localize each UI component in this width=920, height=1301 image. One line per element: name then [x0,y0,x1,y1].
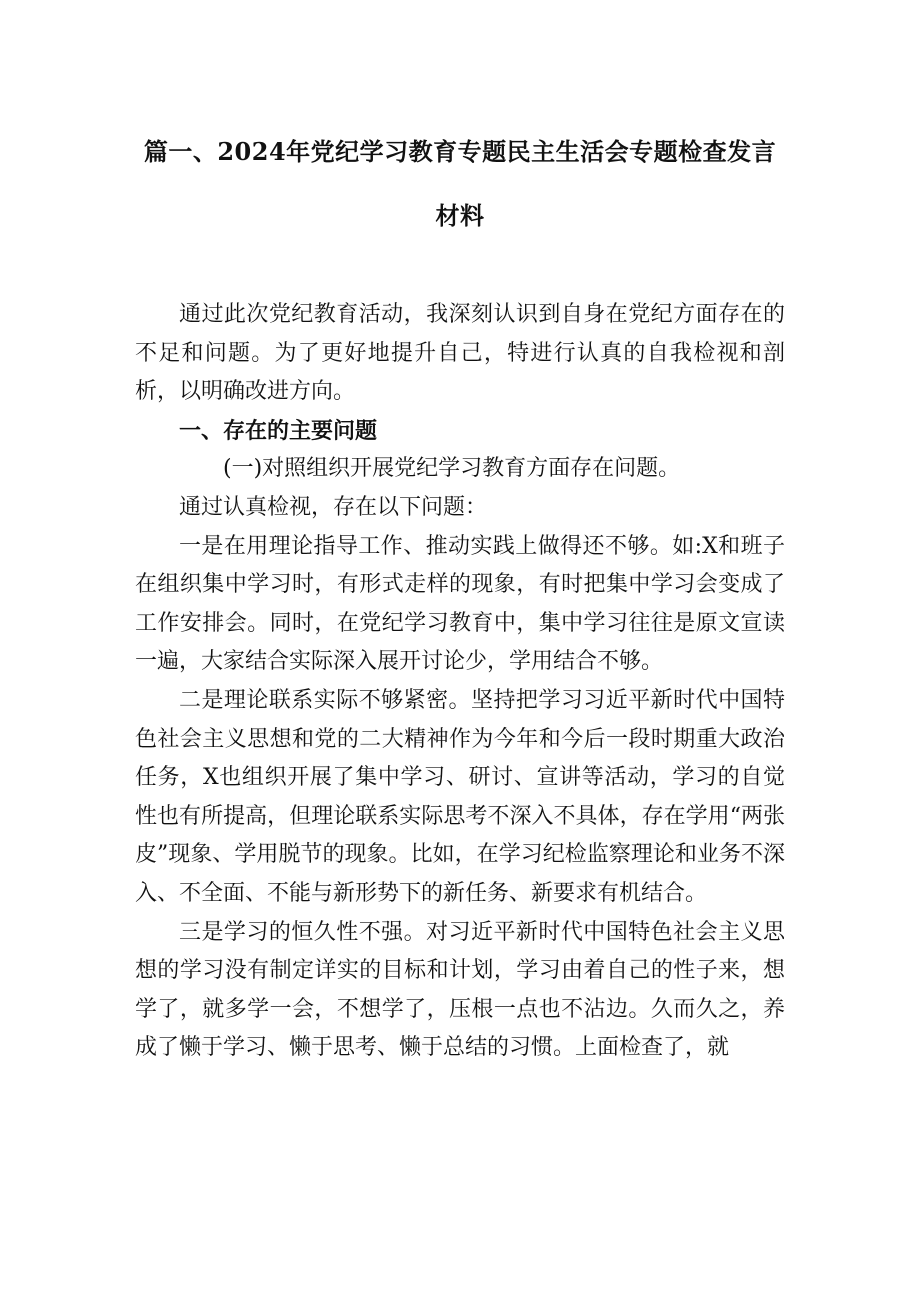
point-2-paragraph: 二是理论联系实际不够紧密。坚持把学习习近平新时代中国特色社会主义思想和党的二大精神作为今年和今后一段时期重大政治任务，X也组织开展了集中学习、研讨、宣讲等活动，学习的自觉性也有所提高，但理论联系实际思考不深入不具体，存在学用“两张皮”现象、学用脱节的现象。比如，在学习纪检监察理论和业务不深入、不全面、不能与新形势下的新任务、新要求有机结合。 [135,687,785,906]
document-body [135,296,785,1068]
lead-paragraph: 通过认真检视，存在以下问题： [179,494,488,520]
document-title-line-1: 篇一、2024年党纪学习教育专题民主生活会专题检查发言 [143,137,777,166]
intro-paragraph: 通过此次党纪教育活动，我深刻认识到自身在党纪方面存在的不足和问题。为了更好地提升自己，特进行认真的自我检视和剖析，以明确改进方向。 [135,302,785,405]
document-title-line-2: 材料 [435,201,485,230]
point-1-paragraph: 一是在用理论指导工作、推动实践上做得还不够。如:X和班子在组织集中学习时，有形式走样的现象，有时把集中学习会变成了工作安排会。同时，在党纪学习教育中，集中学习往往是原文宣读一遍，大家结合实际深入展开讨论少，学用结合不够。 [135,533,785,675]
section-heading-1: 一、存在的主要问题 [179,417,378,444]
point-3-paragraph: 三是学习的恒久性不强。对习近平新时代中国特色社会主义思想的学习没有制定详实的目标和计划，学习由着自己的性子来，想学了，就多学一会，不想学了，压根一点也不沾边。久而久之，养成了懒于学习、懒于思考、懒于总结的习惯。上面检查了，就 [135,919,785,1061]
subsection-heading-1: (一)对照组织开展党纪学习教育方面存在问题。 [223,456,681,482]
